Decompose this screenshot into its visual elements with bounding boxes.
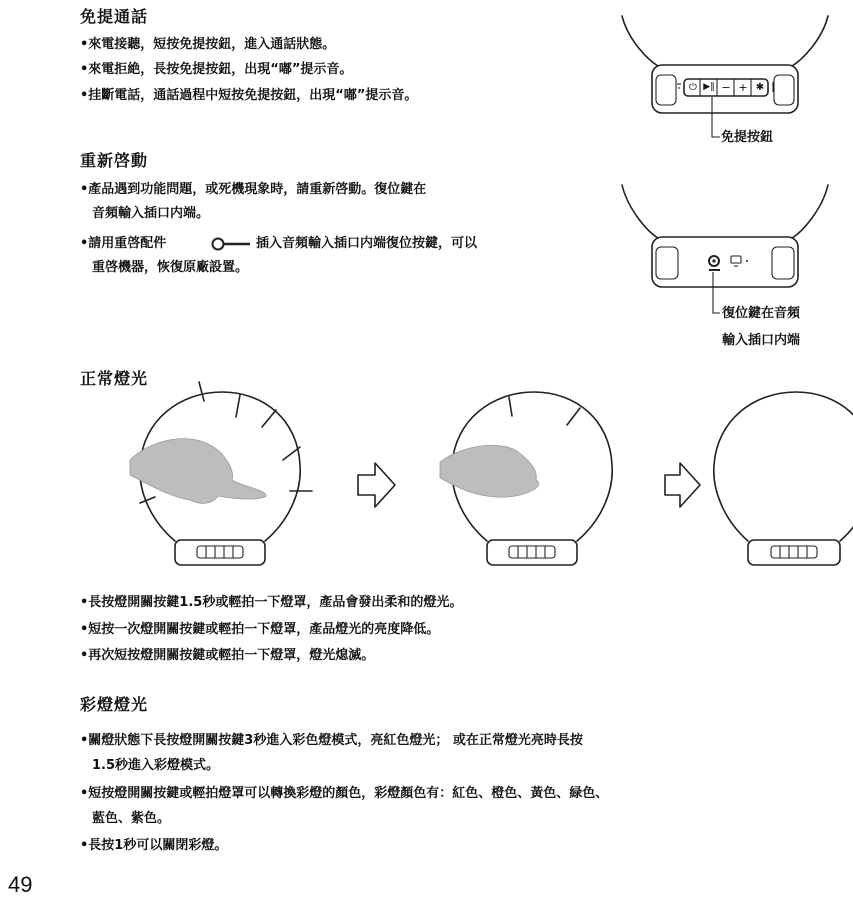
play-pause-icon: ▶‖: [703, 82, 715, 92]
callout-reset-line-2: 輸入插口内端: [722, 333, 801, 348]
section-title-handsfree: 免提通話: [80, 7, 149, 26]
lamp-bright: [130, 382, 312, 565]
handsfree-line-2: •來電拒絶，長按免提按鈕，出現“嘟”提示音。: [80, 62, 353, 77]
handsfree-line-3: •挂斷電話，通話過程中短按免提按鈕，出現“嘟”提示音。: [80, 88, 418, 103]
restart-line-1: •產品遇到功能問題，或死機現象時，請重新啓動。復位鍵在: [80, 182, 427, 197]
color-light-line-4: 藍色、紫色。: [92, 811, 171, 826]
bluetooth-icon: ✱: [755, 82, 765, 93]
section-title-color-light: 彩燈燈光: [80, 695, 149, 714]
color-light-line-2: 1.5秒進入彩燈模式。: [92, 758, 220, 773]
callout-handsfree-button: 免提按鈕: [721, 130, 774, 145]
power-icon: ⏻: [689, 82, 697, 93]
color-light-line-1: •關燈狀態下長按燈開關按鍵3秒進入彩色燈模式，亮紅色燈光； 或在正常燈光亮時長按: [80, 733, 583, 748]
restart-line-3a: •請用重啓配件: [80, 236, 167, 251]
plus-icon: +: [738, 81, 748, 94]
minus-icon: −: [721, 81, 731, 94]
page-number: 49: [8, 872, 33, 897]
callout-reset-line-1: 復位鍵在音頻: [722, 306, 801, 321]
section-title-normal-light: 正常燈光: [80, 369, 149, 388]
lamp-off: [714, 392, 853, 565]
handsfree-line-1: •來電接聽，短按免提按鈕，進入通話狀態。: [80, 37, 336, 52]
right-arrow-outline-icon: [358, 463, 395, 507]
section-title-restart: 重新啓動: [80, 151, 149, 170]
restart-line-2: 音頻輸入插口内端。: [92, 206, 210, 221]
color-light-line-3: •短按燈開關按鍵或輕拍燈罩可以轉換彩燈的顏色，彩燈顏色有：紅色、橙色、黃色、緑色、: [80, 786, 609, 801]
right-arrow-outline-icon-2: [665, 463, 700, 507]
normal-light-line-2: •短按一次燈開關按鍵或輕拍一下燈罩，產品燈光的亮度降低。: [80, 622, 440, 637]
color-light-line-5: •長按1秒可以關閉彩燈。: [80, 838, 228, 853]
restart-line-4: 重啓機器，恢復原廠設置。: [92, 260, 249, 275]
normal-light-line-1: •長按燈開關按鍵1.5秒或輕拍一下燈罩，產品會發出柔和的燈光。: [80, 595, 463, 610]
lamp-dim: [440, 392, 612, 565]
restart-line-3b: 插入音頻輸入插口内端復位按鍵，可以: [256, 236, 478, 251]
normal-light-line-3: •再次短按燈開關按鍵或輕拍一下燈罩，燈光熄滅。: [80, 648, 375, 663]
